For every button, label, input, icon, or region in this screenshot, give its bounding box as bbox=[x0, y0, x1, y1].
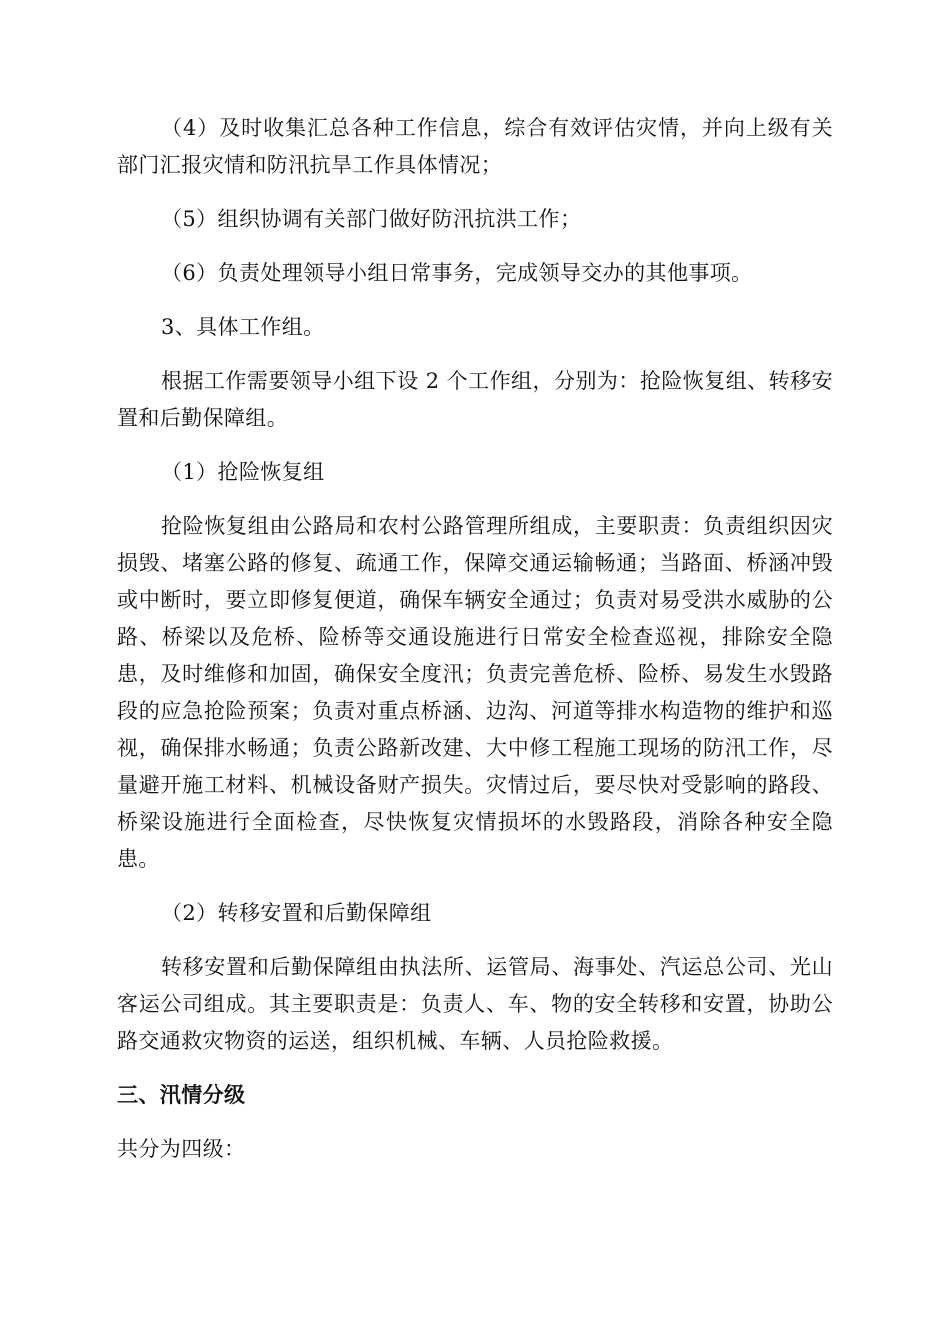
paragraph-duty-4: （4）及时收集汇总各种工作信息，综合有效评估灾情，并向上级有关部门汇报灾情和防汛抗旱工作具体情况； bbox=[117, 116, 833, 177]
paragraph-rescue-group: 抢险恢复组由公路局和农村公路管理所组成，主要职责：负责组织因灾损毁、堵塞公路的修复、疏通工作，保障交通运输畅通；当路面、桥涵冲毁或中断时，要立即修复便道，确保车辆安全通过；负责对易受洪水威胁的公路、桥梁以及危桥、险桥等交通设施进行日常安全检查巡视，排除安全隐患，及时维修和加固，确保安全度汛；负责完善危桥、险桥、易发生水毁路段的应急抢险预案；负责对重点桥涵、边沟、河道等排水构造物的维护和巡视，确保排水畅通；负责公路新改建、大中修工程施工现场的防汛工作，尽量避开施工材料、机械设备财产损失。灾情过后，要尽快对受影响的路段、桥梁设施进行全面检查，尽快恢复灾情损坏的水毁路段，消除各种安全隐患。 bbox=[117, 514, 833, 871]
subheading-relocation-group: （2）转移安置和后勤保障组 bbox=[161, 901, 432, 925]
paragraph-work-groups-intro: 根据工作需要领导小组下设 2 个工作组，分别为：抢险恢复组、转移安置和后勤保障组。 bbox=[117, 369, 833, 430]
document-body bbox=[117, 110, 833, 1168]
subheading-work-groups: 3、具体工作组。 bbox=[161, 315, 325, 339]
section-heading-flood-levels: 三、汛情分级 bbox=[117, 1083, 246, 1107]
paragraph-relocation-group: 转移安置和后勤保障组由执法所、运管局、海事处、汽运总公司、光山客运公司组成。其主要职责是：负责人、车、物的安全转移和安置，协助公路交通救灾物资的运送，组织机械、车辆、人员抢险救援。 bbox=[117, 955, 833, 1053]
paragraph-four-levels: 共分为四级： bbox=[117, 1137, 246, 1161]
subheading-rescue-group: （1）抢险恢复组 bbox=[161, 460, 325, 484]
paragraph-duty-6: （6）负责处理领导小组日常事务，完成领导交办的其他事项。 bbox=[161, 261, 753, 285]
paragraph-duty-5: （5）组织协调有关部门做好防汛抗洪工作； bbox=[161, 207, 582, 231]
